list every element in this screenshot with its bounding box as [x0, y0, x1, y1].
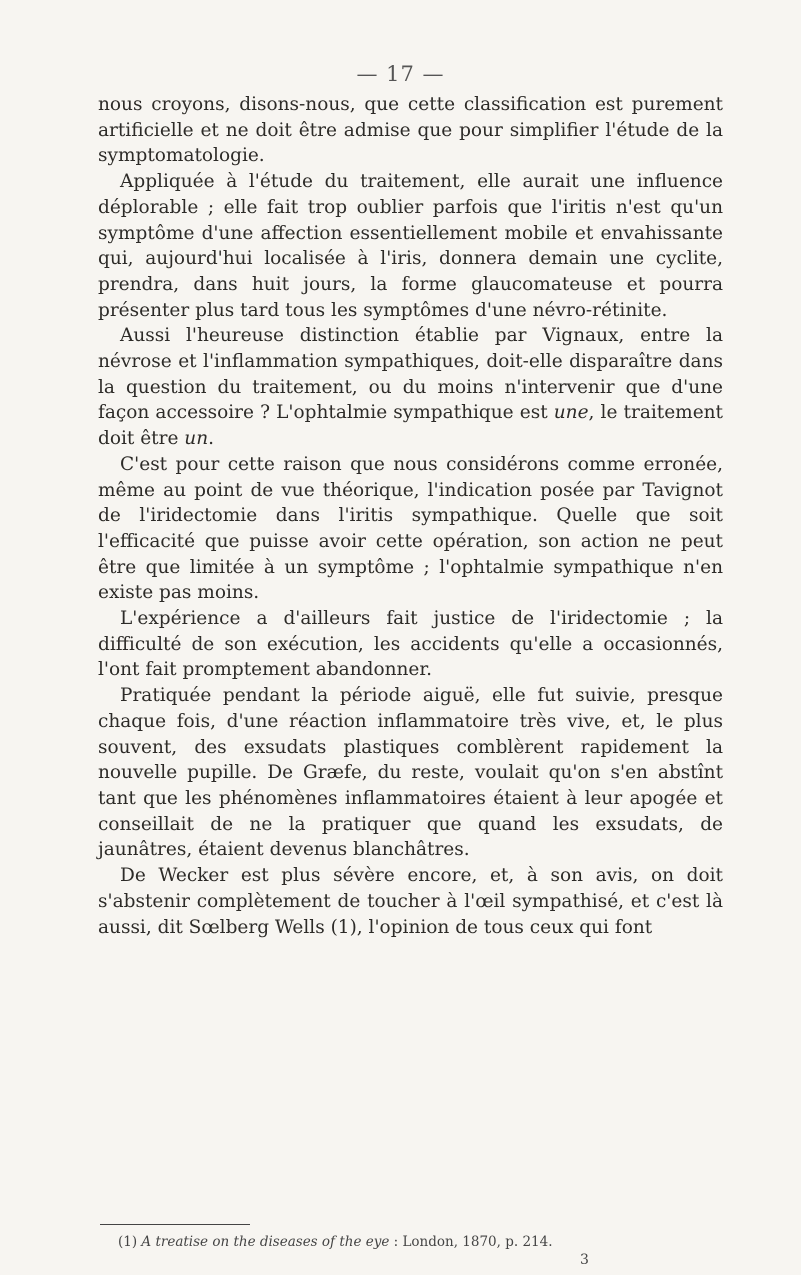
- paragraph-3-mid: , le traitement doit être: [98, 402, 723, 450]
- page-number: — 17 —: [356, 62, 445, 86]
- footnote-title: A treatise on the diseases of the eye: [141, 1234, 390, 1250]
- paragraph-5: L'expérience a d'ailleurs fait justice de l'iridectomie ; la difficulté de son exécution, les accidents qu'elle a occasionnés, l'ont fait promptement abandonner.: [98, 608, 723, 681]
- paragraph-2: Appliquée à l'étude du traitement, elle aurait une influence déplorable ; elle fait trop oublier parfois que l'iritis n'est qu'un symptôme d'une affection essentiellement mobile et envahissante qui, aujourd'hui localisée à l'iris, donnera demain une cyclite, prendra, dans huit jours, la forme glaucomateuse et pourra présenter plus tard tous les symptômes d'une névro-rétinite.: [98, 171, 723, 321]
- footnote-divider: [100, 1224, 250, 1225]
- paragraph-7: De Wecker est plus sévère encore, et, à son avis, on doit s'abstenir complètement de toucher à l'œil sympathisé, et c'est là aussi, dit Sœlberg Wells (1), l'opinion de tous ceux qui font: [98, 865, 723, 938]
- paragraph-4: C'est pour cette raison que nous considérons comme erronée, même au point de vue théorique, l'indication posée par Tavignot de l'iridectomie dans l'iritis sympathique. Quelle que soit l'efficacité que puisse avoir cette opération, son action ne peut être que limitée à un symptôme ; l'ophtalmie sympathique n'en existe pas moins.: [98, 453, 723, 604]
- footnote-rest: : London, 1870, p. 214.: [389, 1234, 553, 1250]
- signature-mark: 3: [580, 1252, 589, 1268]
- paragraph-3-emphasis-une: une: [553, 402, 589, 424]
- body-text: [98, 92, 723, 940]
- footnote: [118, 1233, 718, 1251]
- paragraph-3-emphasis-un: un: [184, 428, 209, 450]
- paragraph-1: nous croyons, disons-nous, que cette classification est purement artificielle et ne doit être admise que pour simplifier l'étude de la symptomatologie.: [98, 94, 723, 167]
- footnote-marker: (1): [118, 1234, 138, 1250]
- paragraph-3-end: .: [208, 428, 215, 450]
- paragraph-3-text: Aussi l'heureuse distinction établie par Vignaux, entre la névrose et l'inflammation sympathiques, doit-elle disparaître dans la question du traitement, ou du moins n'intervenir que d'une façon accessoire ? L'ophtalmie sympathique est: [98, 325, 723, 424]
- paragraph-6: Pratiquée pendant la période aiguë, elle fut suivie, presque chaque fois, d'une réaction inflammatoire très vive, et, le plus souvent, des exsudats plastiques comblèrent rapidement la nouvelle pupille. De Græfe, du reste, voulait qu'on s'en abstînt tant que les phénomènes inflammatoires étaient à leur apogée et conseillait de ne la pratiquer que quand les exsudats, de jaunâtres, étaient devenus blanchâtres.: [98, 685, 723, 861]
- paragraph-3: [98, 323, 723, 452]
